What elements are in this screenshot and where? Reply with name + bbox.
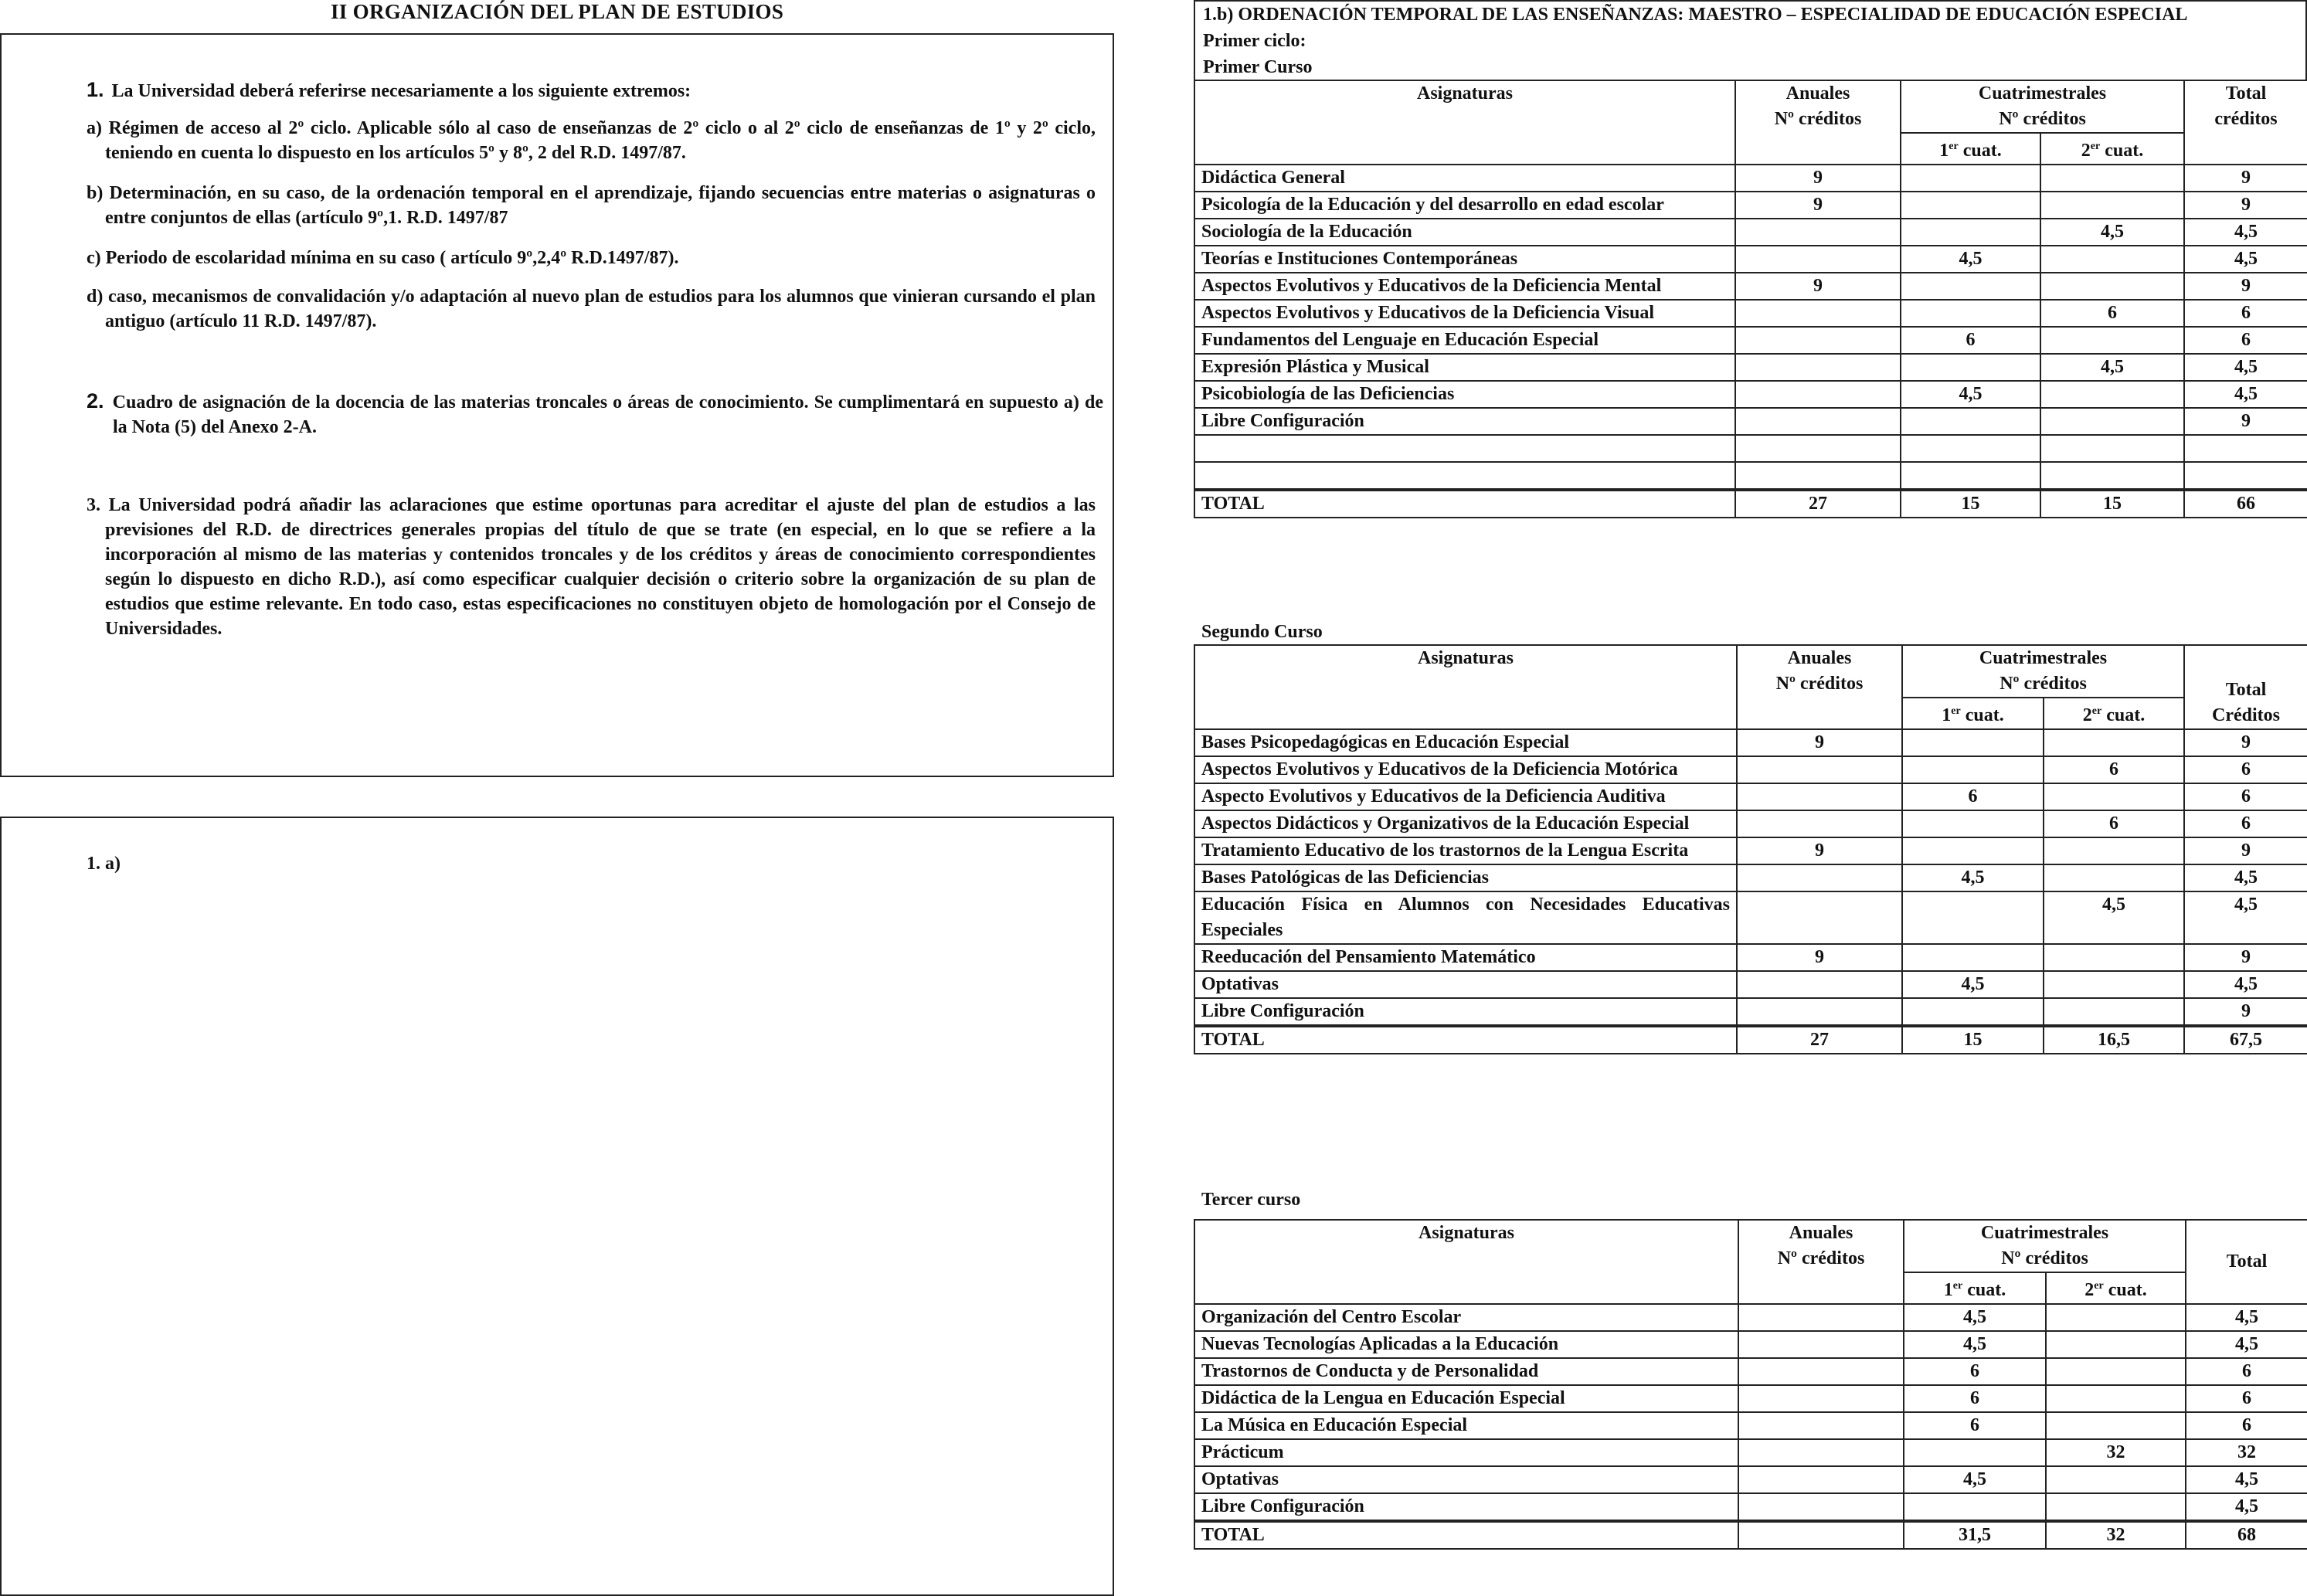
col-1er-cuat: 1er cuat. xyxy=(1902,698,2044,729)
anuales-cell xyxy=(1735,408,1901,435)
cuat1-cell xyxy=(1901,408,2040,435)
cuat2-cell xyxy=(2046,1466,2186,1493)
anuales-cell xyxy=(1738,1331,1904,1358)
item-1-number: 1. xyxy=(87,78,104,101)
col-total: Total xyxy=(2186,1220,2307,1304)
cuat1-cell xyxy=(1902,891,2044,944)
cuat2-cell xyxy=(2040,273,2184,300)
anuales-cell: 27 xyxy=(1737,1026,1902,1054)
n-creditos-label: Nº créditos xyxy=(1775,674,1864,694)
subject-cell: Libre Configuración xyxy=(1194,408,1735,435)
total-label: Total xyxy=(2225,680,2267,700)
cuat2-cell xyxy=(2044,998,2184,1026)
item-1b: b) Determinación, en su caso, de la ordenación temporal en el aprendizaje, fijando secuencias entre materias o asignaturas o entre conjuntos de ellas (artículo 9º,1. R.D. 1497/87 xyxy=(87,183,1096,228)
subject-cell: Fundamentos del Lenguaje en Educación Especial xyxy=(1194,327,1735,354)
table-row xyxy=(1194,971,2307,998)
cuat1-cell xyxy=(1902,944,2044,971)
table-row xyxy=(1194,192,2307,219)
anuales-cell xyxy=(1735,435,1901,462)
anuales-cell: 9 xyxy=(1737,944,1902,971)
col-total xyxy=(2184,645,2307,729)
total-cell: 67,5 xyxy=(2184,1026,2307,1054)
primer-curso-label: Primer Curso xyxy=(1203,57,1313,77)
anuales-cell xyxy=(1735,300,1901,327)
anuales-cell xyxy=(1735,381,1901,408)
item-1 xyxy=(87,77,1077,104)
cuat2-cell: 4,5 xyxy=(2044,891,2184,944)
subject-cell: Libre Configuración xyxy=(1194,1493,1738,1521)
subject-cell: Reeducación del Pensamiento Matemático xyxy=(1194,944,1737,971)
subject-cell: TOTAL xyxy=(1194,1026,1737,1054)
item-1-text: La Universidad deberá referirse necesariamente a los siguiente extremos: xyxy=(111,81,691,101)
n-creditos-label: Nº créditos xyxy=(2000,674,2087,694)
cuat2-cell xyxy=(2044,971,2184,998)
table-row xyxy=(1194,462,2307,490)
table-row xyxy=(1194,783,2307,810)
cuat2-cell: 4,5 xyxy=(2040,219,2184,246)
anuales-cell xyxy=(1738,1466,1904,1493)
anuales-cell xyxy=(1735,354,1901,381)
table-row xyxy=(1194,354,2307,381)
col-asignaturas: Asignaturas xyxy=(1194,80,1735,165)
anuales-cell xyxy=(1735,327,1901,354)
subject-cell: Psicobiología de las Deficiencias xyxy=(1194,381,1735,408)
total-cell: 4,5 xyxy=(2186,1331,2307,1358)
table-row xyxy=(1194,165,2307,192)
ordering-header xyxy=(1194,0,2307,80)
subject-cell: Organización del Centro Escolar xyxy=(1194,1304,1738,1331)
table-row xyxy=(1194,381,2307,408)
subject-cell: Aspectos Evolutivos y Educativos de la Deficiencia Mental xyxy=(1194,273,1735,300)
total-cell: 4,5 xyxy=(2184,354,2307,381)
subject-cell: TOTAL xyxy=(1194,490,1735,518)
ordering-heading: 1.b) ORDENACIÓN TEMPORAL DE LAS ENSEÑANZAS: MAESTRO – ESPECIALIDAD DE EDUCACIÓN ESPECIAL xyxy=(1203,5,2188,25)
total-cell: 6 xyxy=(2184,756,2307,783)
table-row xyxy=(1194,810,2307,837)
cuat1-cell xyxy=(1902,837,2044,864)
anuales-cell xyxy=(1737,998,1902,1026)
total-cell xyxy=(2184,435,2307,462)
cuat1-cell: 6 xyxy=(1904,1358,2046,1385)
cuat1-cell: 31,5 xyxy=(1904,1521,2046,1549)
cuat1-cell xyxy=(1902,810,2044,837)
anuales-cell xyxy=(1735,462,1901,490)
answer-box xyxy=(0,817,1114,1596)
subject-cell: Didáctica de la Lengua en Educación Especial xyxy=(1194,1385,1738,1412)
subject-cell: Psicología de la Educación y del desarrollo en edad escolar xyxy=(1194,192,1735,219)
item-2-number: 2. xyxy=(87,389,104,413)
anuales-cell: 27 xyxy=(1735,490,1901,518)
subject-cell xyxy=(1194,462,1735,490)
subject-cell: Trastornos de Conducta y de Personalidad xyxy=(1194,1358,1738,1385)
total-cell: 4,5 xyxy=(2184,381,2307,408)
table-row xyxy=(1194,1358,2307,1385)
item-1d: d) caso, mecanismos de convalidación y/o adaptación al nuevo plan de estudios para los alumnos que vinieran cursando el plan antiguo (artículo 11 R.D. 1497/87). xyxy=(87,287,1096,331)
anuales-cell xyxy=(1735,246,1901,273)
anuales-cell xyxy=(1738,1493,1904,1521)
cuat2-cell xyxy=(2044,837,2184,864)
total-cell: 68 xyxy=(2186,1521,2307,1549)
cuat2-cell xyxy=(2044,783,2184,810)
total-cell: 9 xyxy=(2184,408,2307,435)
total-cell: 66 xyxy=(2184,490,2307,518)
anuales-cell xyxy=(1738,1385,1904,1412)
primer-curso-table xyxy=(1194,80,2307,518)
total-cell: 9 xyxy=(2184,944,2307,971)
cuat1-cell xyxy=(1902,756,2044,783)
cuat2-cell xyxy=(2040,381,2184,408)
table-row xyxy=(1194,408,2307,435)
anuales-cell xyxy=(1738,1358,1904,1385)
subject-cell: Aspectos Evolutivos y Educativos de la Deficiencia Visual xyxy=(1194,300,1735,327)
anuales-cell xyxy=(1738,1521,1904,1549)
subject-cell: Educación Física en Alumnos con Necesidades Educativas Especiales xyxy=(1194,891,1737,944)
subject-cell: TOTAL xyxy=(1194,1521,1738,1549)
col-cuatrimestrales xyxy=(1902,645,2184,698)
item-1a: a) Régimen de acceso al 2º ciclo. Aplicable sólo al caso de enseñanzas de 2º ciclo o al 2º ciclo de enseñanzas de 1º y 2º ciclo, teniendo en cuenta lo dispuesto en los artículos 5º y 8º, 2 del R.D. 1497/87. xyxy=(87,118,1096,163)
table-row xyxy=(1194,837,2307,864)
segundo-curso-table xyxy=(1194,644,2307,1054)
table-row xyxy=(1194,435,2307,462)
cuat2-cell: 32 xyxy=(2046,1521,2186,1549)
subject-cell: Nuevas Tecnologías Aplicadas a la Educación xyxy=(1194,1331,1738,1358)
subject-cell: Expresión Plástica y Musical xyxy=(1194,354,1735,381)
total-label: Total xyxy=(2225,83,2267,104)
total-row xyxy=(1194,1521,2307,1549)
cuat2-cell xyxy=(2046,1304,2186,1331)
cuat1-cell xyxy=(1904,1493,2046,1521)
cuat2-cell: 16,5 xyxy=(2044,1026,2184,1054)
table-row xyxy=(1194,1385,2307,1412)
anuales-label: Anuales xyxy=(1789,1223,1853,1243)
table-row xyxy=(1194,219,2307,246)
cuat1-cell: 6 xyxy=(1904,1412,2046,1439)
total-cell xyxy=(2184,462,2307,490)
anuales-cell xyxy=(1738,1304,1904,1331)
subject-cell: La Música en Educación Especial xyxy=(1194,1412,1738,1439)
anuales-cell: 9 xyxy=(1735,273,1901,300)
cuat1-cell xyxy=(1904,1439,2046,1466)
col-anuales xyxy=(1735,80,1901,165)
page-title: II ORGANIZACIÓN DEL PLAN DE ESTUDIOS xyxy=(331,0,784,23)
creditos-label: créditos xyxy=(2214,109,2278,129)
cuat1-cell: 6 xyxy=(1901,327,2040,354)
cycle-label: Primer ciclo: xyxy=(1203,31,1306,51)
table-row xyxy=(1194,1466,2307,1493)
total-cell: 9 xyxy=(2184,165,2307,192)
subject-cell: Bases Psicopedagógicas en Educación Especial xyxy=(1194,729,1737,756)
cuat2-cell xyxy=(2046,1331,2186,1358)
cuat1-cell: 4,5 xyxy=(1904,1466,2046,1493)
subject-cell: Tratamiento Educativo de los trastornos de la Lengua Escrita xyxy=(1194,837,1737,864)
total-cell: 9 xyxy=(2184,192,2307,219)
total-cell: 4,5 xyxy=(2186,1304,2307,1331)
total-cell: 6 xyxy=(2184,783,2307,810)
table-row xyxy=(1194,891,2307,944)
tercer-curso-label: Tercer curso xyxy=(1201,1190,1301,1210)
table-row xyxy=(1194,944,2307,971)
cuat2-cell xyxy=(2044,729,2184,756)
subject-cell: Aspectos Didácticos y Organizativos de la Educación Especial xyxy=(1194,810,1737,837)
cuat2-cell xyxy=(2040,408,2184,435)
cuat2-cell: 6 xyxy=(2044,756,2184,783)
cuat1-cell xyxy=(1901,435,2040,462)
total-cell: 6 xyxy=(2184,810,2307,837)
cuat2-cell: 4,5 xyxy=(2040,354,2184,381)
table-row xyxy=(1194,1331,2307,1358)
item-2 xyxy=(87,389,1103,440)
col-1er-cuat: 1er cuat. xyxy=(1904,1272,2046,1304)
cuatrimestrales-label: Cuatrimestrales xyxy=(1980,1223,2109,1243)
cuat1-cell: 4,5 xyxy=(1901,246,2040,273)
col-2er-cuat: 2er cuat. xyxy=(2046,1272,2186,1304)
col-2er-cuat: 2er cuat. xyxy=(2044,698,2184,729)
anuales-cell: 9 xyxy=(1735,165,1901,192)
cuatrimestrales-label: Cuatrimestrales xyxy=(1978,83,2107,104)
item-1c: c) Periodo de escolaridad mínima en su caso ( artículo 9º,2,4º R.D.1497/87). xyxy=(87,248,679,268)
table-row xyxy=(1194,246,2307,273)
cuat1-cell xyxy=(1901,462,2040,490)
anuales-label: Anuales xyxy=(1785,83,1850,104)
anuales-cell xyxy=(1737,783,1902,810)
n-creditos-label: Nº créditos xyxy=(1777,1248,1865,1268)
cuat2-cell: 32 xyxy=(2046,1439,2186,1466)
cuat2-cell xyxy=(2040,462,2184,490)
table-row xyxy=(1194,1412,2307,1439)
cuat1-cell xyxy=(1901,300,2040,327)
segundo-curso-label: Segundo Curso xyxy=(1201,622,1323,642)
total-cell: 4,5 xyxy=(2184,864,2307,891)
total-cell: 32 xyxy=(2186,1439,2307,1466)
subject-cell: Sociología de la Educación xyxy=(1194,219,1735,246)
total-cell: 4,5 xyxy=(2186,1493,2307,1521)
total-cell: 9 xyxy=(2184,273,2307,300)
n-creditos-label: Nº créditos xyxy=(1774,109,1862,129)
cuat1-cell xyxy=(1901,165,2040,192)
total-cell: 9 xyxy=(2184,837,2307,864)
subject-cell xyxy=(1194,435,1735,462)
cuat1-cell xyxy=(1902,729,2044,756)
cuat1-cell: 4,5 xyxy=(1904,1304,2046,1331)
anuales-cell xyxy=(1737,756,1902,783)
cuat1-cell: 15 xyxy=(1902,1026,2044,1054)
total-cell: 9 xyxy=(2184,729,2307,756)
subject-cell: Bases Patológicas de las Deficiencias xyxy=(1194,864,1737,891)
table-row xyxy=(1194,1493,2307,1521)
cuat1-cell: 4,5 xyxy=(1901,381,2040,408)
table-row xyxy=(1194,729,2307,756)
item-3: 3. La Universidad podrá añadir las aclaraciones que estime oportunas para acreditar el ajuste del plan de estudios a las previsiones del R.D. de directrices generales propias del título de que se trate (en especial, en lo que se refiere a la incorporación al mismo de las materias y contenidos troncales y de los créditos y áreas de conocimiento correspondientes según lo dispuesto en dicho R.D.), así como especificar cualquier decisión o criterio sobre la organización de su plan de estudios que estime relevante. En todo caso, estas especificaciones no constituyen objeto de homologación por el Consejo de Universidades. xyxy=(87,495,1096,639)
cuat1-cell xyxy=(1901,219,2040,246)
col-2er-cuat: 2er cuat. xyxy=(2040,133,2184,165)
table-row xyxy=(1194,300,2307,327)
total-cell: 9 xyxy=(2184,998,2307,1026)
cuat1-cell: 6 xyxy=(1902,783,2044,810)
table-row xyxy=(1194,998,2307,1026)
subject-cell: Aspecto Evolutivos y Educativos de la Deficiencia Auditiva xyxy=(1194,783,1737,810)
answer-label: 1. a) xyxy=(87,854,121,874)
subject-cell: Didáctica General xyxy=(1194,165,1735,192)
table-row xyxy=(1194,273,2307,300)
total-cell: 6 xyxy=(2186,1385,2307,1412)
anuales-label: Anuales xyxy=(1787,648,1852,668)
cuat1-cell: 15 xyxy=(1901,490,2040,518)
table-row xyxy=(1194,1304,2307,1331)
cuat1-cell xyxy=(1901,192,2040,219)
cuat2-cell xyxy=(2046,1412,2186,1439)
subject-cell: Prácticum xyxy=(1194,1439,1738,1466)
table-row xyxy=(1194,1439,2307,1466)
cuat2-cell xyxy=(2040,435,2184,462)
cuat2-cell xyxy=(2044,944,2184,971)
n-creditos-label: Nº créditos xyxy=(1999,109,2086,129)
total-cell: 4,5 xyxy=(2184,246,2307,273)
total-cell: 4,5 xyxy=(2184,219,2307,246)
col-cuatrimestrales xyxy=(1904,1220,2186,1272)
n-creditos-label: Nº créditos xyxy=(2001,1248,2088,1268)
cuatrimestrales-label: Cuatrimestrales xyxy=(1979,648,2108,668)
subject-cell: Aspectos Evolutivos y Educativos de la Deficiencia Motórica xyxy=(1194,756,1737,783)
table-row xyxy=(1194,327,2307,354)
table-row xyxy=(1194,864,2307,891)
anuales-cell xyxy=(1737,971,1902,998)
cuat1-cell xyxy=(1901,273,2040,300)
cuat1-cell: 4,5 xyxy=(1902,971,2044,998)
total-cell: 4,5 xyxy=(2184,891,2307,944)
cuat1-cell: 4,5 xyxy=(1902,864,2044,891)
col-total xyxy=(2184,80,2307,165)
total-cell: 6 xyxy=(2184,300,2307,327)
cuat2-cell xyxy=(2040,165,2184,192)
anuales-cell xyxy=(1737,810,1902,837)
total-row xyxy=(1194,490,2307,518)
cuat2-cell: 6 xyxy=(2044,810,2184,837)
total-cell: 4,5 xyxy=(2184,971,2307,998)
cuat2-cell xyxy=(2040,192,2184,219)
total-cell: 6 xyxy=(2186,1412,2307,1439)
table-row xyxy=(1194,756,2307,783)
cuat2-cell xyxy=(2044,864,2184,891)
creditos-label: Créditos xyxy=(2212,705,2280,725)
col-cuatrimestrales xyxy=(1901,80,2184,133)
cuat2-cell xyxy=(2040,246,2184,273)
subject-cell: Libre Configuración xyxy=(1194,998,1737,1026)
item-2-text: Cuadro de asignación de la docencia de las materias troncales o áreas de conocimiento. Se cumplimentará en supuesto a) de la Nota (5) del Anexo 2-A. xyxy=(112,392,1103,437)
col-asignaturas: Asignaturas xyxy=(1194,1220,1738,1304)
cuat1-cell xyxy=(1901,354,2040,381)
anuales-cell xyxy=(1738,1439,1904,1466)
cuat2-cell: 6 xyxy=(2040,300,2184,327)
total-cell: 6 xyxy=(2186,1358,2307,1385)
col-1er-cuat: 1er cuat. xyxy=(1901,133,2040,165)
cuat2-cell xyxy=(2046,1493,2186,1521)
total-cell: 6 xyxy=(2184,327,2307,354)
subject-cell: Teorías e Instituciones Contemporáneas xyxy=(1194,246,1735,273)
col-anuales xyxy=(1737,645,1902,729)
anuales-cell: 9 xyxy=(1737,729,1902,756)
cuat2-cell xyxy=(2040,327,2184,354)
cuat2-cell xyxy=(2046,1385,2186,1412)
cuat1-cell xyxy=(1902,998,2044,1026)
tercer-curso-table xyxy=(1194,1219,2307,1550)
anuales-cell: 9 xyxy=(1735,192,1901,219)
col-asignaturas: Asignaturas xyxy=(1194,645,1737,729)
anuales-cell xyxy=(1737,864,1902,891)
anuales-cell xyxy=(1737,891,1902,944)
cuat1-cell: 6 xyxy=(1904,1385,2046,1412)
cuat1-cell: 4,5 xyxy=(1904,1331,2046,1358)
anuales-cell: 9 xyxy=(1737,837,1902,864)
anuales-cell xyxy=(1735,219,1901,246)
total-cell: 4,5 xyxy=(2186,1466,2307,1493)
cuat2-cell xyxy=(2046,1358,2186,1385)
col-anuales xyxy=(1738,1220,1904,1304)
total-row xyxy=(1194,1026,2307,1054)
cuat2-cell: 15 xyxy=(2040,490,2184,518)
subject-cell: Optativas xyxy=(1194,1466,1738,1493)
subject-cell: Optativas xyxy=(1194,971,1737,998)
anuales-cell xyxy=(1738,1412,1904,1439)
